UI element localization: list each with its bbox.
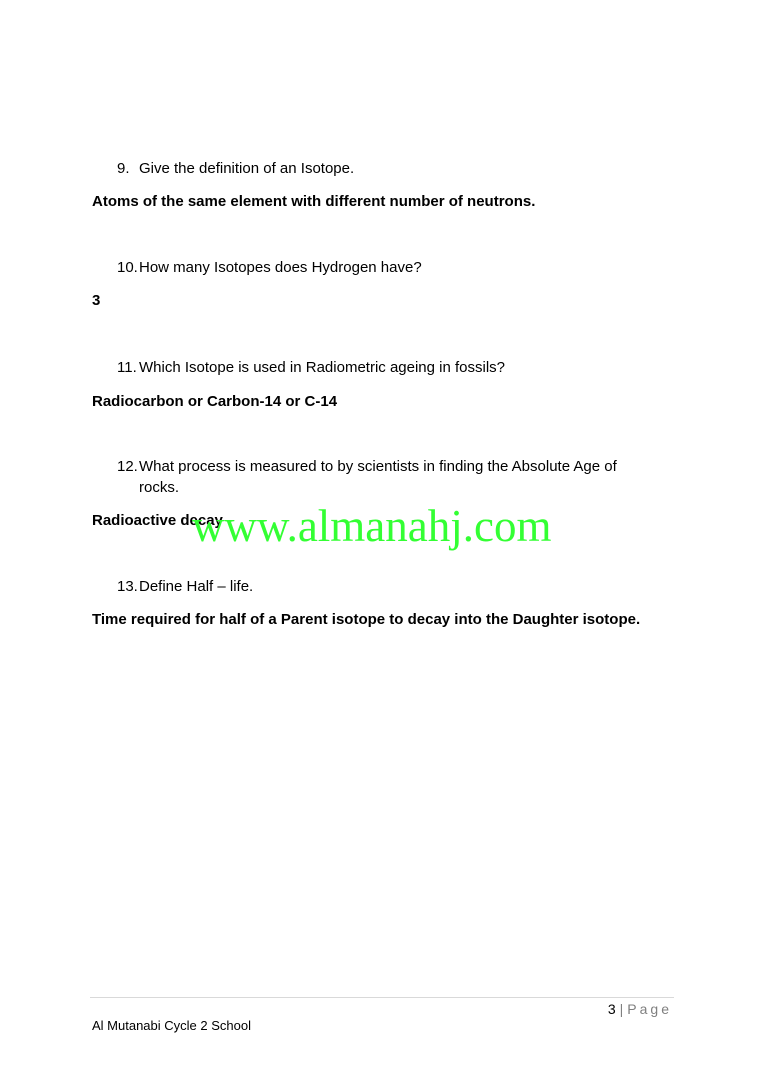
question-number: 9. <box>117 160 130 177</box>
page-separator: | <box>619 1001 624 1017</box>
question-text: Define Half – life. <box>139 578 254 595</box>
footer-divider <box>90 997 674 998</box>
question-number: 13. <box>117 578 138 595</box>
school-name: Al Mutanabi Cycle 2 School <box>92 1018 251 1033</box>
watermark: www.almanahj.com <box>192 501 552 551</box>
answer-10: 3 <box>92 292 101 309</box>
page-number <box>608 1001 672 1017</box>
question-text: How many Isotopes does Hydrogen have? <box>139 259 422 276</box>
page-number-value: 3 <box>607 1001 616 1017</box>
question-number: 12. <box>117 458 138 475</box>
answer-9: Atoms of the same element with different number of neutrons. <box>92 193 536 210</box>
page-label: Page <box>627 1001 672 1017</box>
answer-13: Time required for half of a Parent isotope to decay into the Daughter isotope. <box>92 611 641 628</box>
question-text: What process is measured to by scientists in finding the Absolute Age of rocks. <box>139 458 617 496</box>
question-text: Give the definition of an Isotope. <box>139 160 355 177</box>
question-number: 10. <box>117 259 138 276</box>
question-number: 11. <box>117 359 137 376</box>
answer-11: Radiocarbon or Carbon-14 or C-14 <box>92 393 338 410</box>
question-text: Which Isotope is used in Radiometric ageing in fossils? <box>139 359 506 376</box>
answer-12: Radioactive decay <box>92 512 223 529</box>
